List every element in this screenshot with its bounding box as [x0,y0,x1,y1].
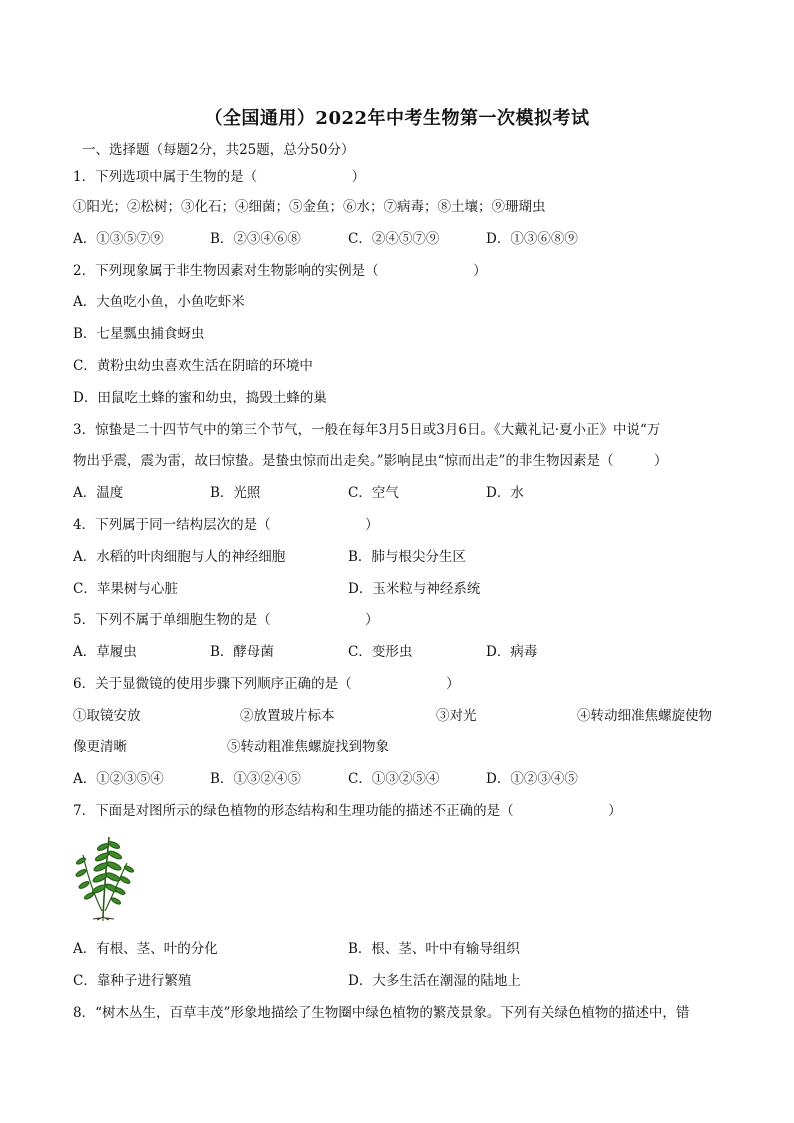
question-2-option-c: C．黄粉虫幼虫喜欢生活在阴暗的环境中 [73,358,313,374]
question-5-option-c: C．变形虫 [348,644,413,660]
question-6-step-5: ⑤转动粗准焦螺旋找到物象 [227,739,389,755]
question-3-option-a: A．温度 [73,485,124,501]
question-7-option-b: B．根、茎、叶中有输导组织 [348,941,520,957]
question-2-option-d: D．田鼠吃土蜂的蜜和幼虫，捣毁土蜂的巢 [73,390,327,406]
question-1-option-d: D．①③⑥⑧⑨ [486,231,578,247]
question-8-line-1: 8．“树木丛生，百草丰茂”形象地描绘了生物圈中绿色植物的繁茂景象。下列有关绿色植物的描述中，错 [73,1005,690,1021]
question-4-option-c: C．苹果树与心脏 [73,581,178,597]
question-6-step-3: ③对光 [436,708,477,724]
question-7-stem: 7．下面是对图所示的绿色植物的形态结构和生理功能的描述不正确的是（ ） [73,803,622,819]
question-2-option-a: A．大鱼吃小鱼，小鱼吃虾米 [73,294,245,310]
question-6-stem: 6．关于显微镜的使用步骤下列顺序正确的是（ ） [73,676,460,692]
question-1-list: ①阳光；②松树；③化石；④细菌；⑤金鱼；⑥水；⑦病毒；⑧土壤；⑨珊瑚虫 [73,199,546,215]
question-4-option-d: D．玉米粒与神经系统 [348,581,481,597]
question-4-option-a: A．水稻的叶肉细胞与人的神经细胞 [73,549,286,565]
question-7-option-d: D．大多生活在潮湿的陆地上 [348,973,521,989]
question-3-line-2: 物出乎震，震为雷，故曰惊蛰。是蛰虫惊而出走矣。”影响昆虫“惊而出走”的非生物因素是（ ） [73,453,668,469]
question-3-option-b: B．光照 [210,485,261,501]
question-5-option-d: D．病毒 [486,644,538,660]
question-5-option-b: B．酵母菌 [210,644,274,660]
question-3-option-c: C．空气 [348,485,399,501]
question-7-option-c: C．靠种子进行繁殖 [73,973,192,989]
question-6-option-b: B．①③②④⑤ [210,771,301,787]
question-3-option-d: D．水 [486,485,524,501]
question-2-stem: 2．下列现象属于非生物因素对生物影响的实例是（ ） [73,263,487,279]
question-6-step-4: ④转动细准焦螺旋使物 [577,708,712,724]
question-1-stem: 1．下列选项中属于生物的是（ ） [73,169,366,185]
question-3-line-1: 3．惊蛰是二十四节气中的第三个节气，一般在每年3月5日或3月6日。《大戴礼记·夏小正》中说“万 [73,422,661,438]
question-6-option-a: A．①②③⑤④ [73,771,164,787]
section-heading: 一、选择题（每题2分，共25题，总分50分） [82,142,355,158]
question-5-option-a: A．草履虫 [73,644,137,660]
question-6-step-2: ②放置玻片标本 [240,708,335,724]
question-4-option-b: B．肺与根尖分生区 [348,549,466,565]
question-1-option-a: A．①③⑤⑦⑨ [73,231,164,247]
question-6-step-4-cont: 像更清晰 [73,739,127,755]
question-5-stem: 5．下列不属于单细胞生物的是（ ） [73,612,379,628]
question-1-option-b: B．②③④⑥⑧ [210,231,301,247]
question-4-stem: 4．下列属于同一结构层次的是（ ） [73,517,379,533]
fern-plant-illustration [73,833,135,921]
question-6-step-1: ①取镜安放 [73,708,141,724]
page-title: （全国通用）2022年中考生物第一次模拟考试 [204,108,590,129]
question-6-option-c: C．①③②⑤④ [348,771,440,787]
question-2-option-b: B．七星瓢虫捕食蚜虫 [73,326,205,342]
question-6-option-d: D．①②③④⑤ [486,771,578,787]
question-1-option-c: C．②④⑤⑦⑨ [348,231,440,247]
question-7-option-a: A．有根、茎、叶的分化 [73,941,218,957]
fern-fronds [75,837,134,921]
